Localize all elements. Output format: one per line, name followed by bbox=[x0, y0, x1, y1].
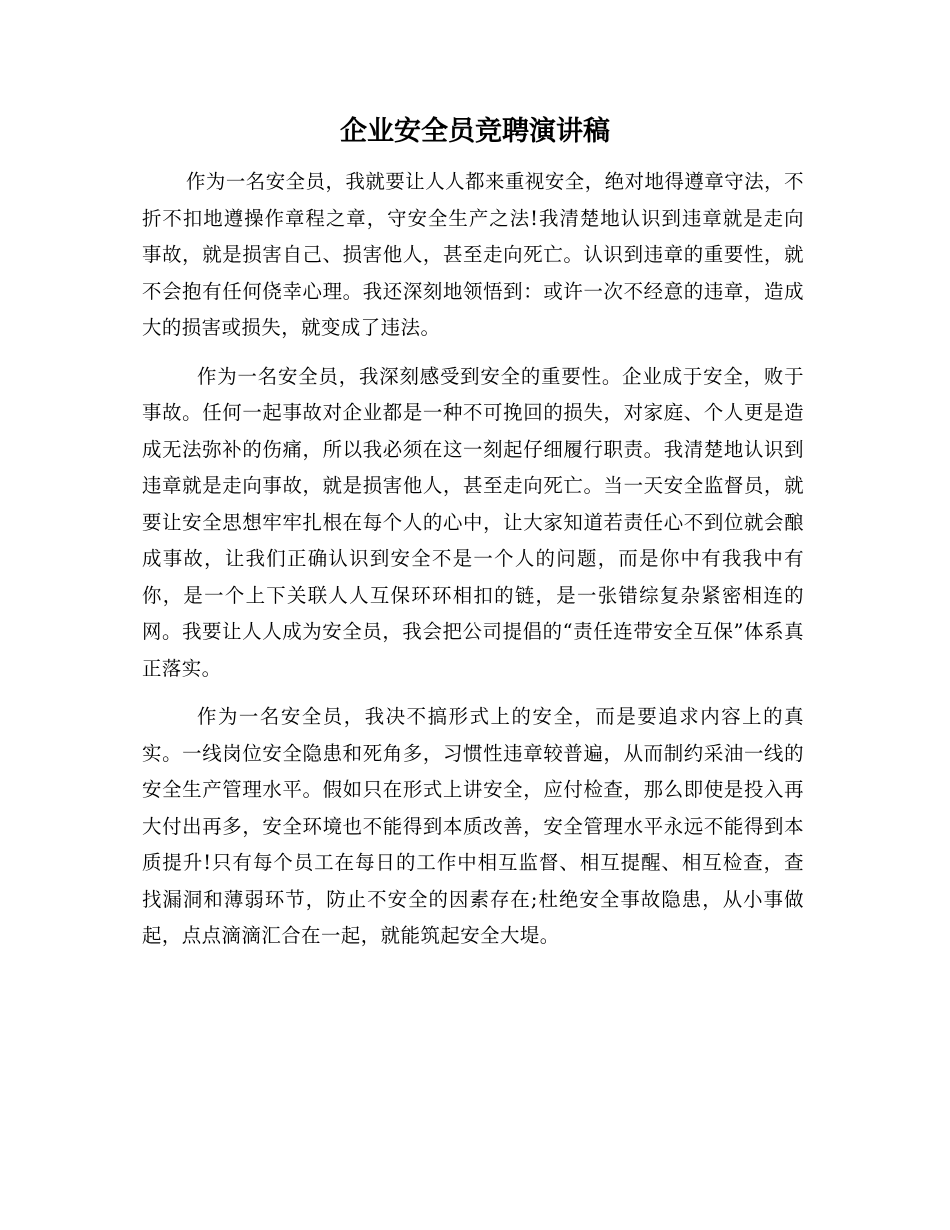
paragraph-3: 作为一名安全员，我决不搞形式上的安全，而是要追求内容上的真实。一线岗位安全隐患和死角多，习惯性违章较普遍，从而制约采油一线的安全生产管理水平。假如只在形式上讲安全，应付检查，那么即使是投入再大付出再多，安全环境也不能得到本质改善，安全管理水平永远不能得到本质提升!只有每个员工在每日的工作中相互监督、相互提醒、相互检查，查找漏洞和薄弱环节，防止不安全的因素存在;杜绝安全事故隐患，从小事做起，点点滴滴汇合在一起，就能筑起安全大堤。 bbox=[142, 705, 804, 947]
paragraph-2: 作为一名安全员，我深刻感受到安全的重要性。企业成于安全，败于事故。任何一起事故对企业都是一种不可挽回的损失，对家庭、个人更是造成无法弥补的伤痛，所以我必须在这一刻起仔细履行职责。我清楚地认识到违章就是走向事故，就是损害他人，甚至走向死亡。当一天安全监督员，就要让安全思想牢牢扎根在每个人的心中，让大家知道若责任心不到位就会酿成事故，让我们正确认识到安全不是一个人的问题，而是你中有我我中有你，是一个上下关联人人互保环环相扣的链，是一张错综复杂紧密相连的网。我要让人人成为安全员，我会把公司提倡的“责任连带安全互保”体系真正落实。 bbox=[142, 364, 804, 680]
paragraph-1: 作为一名安全员，我就要让人人都来重视安全，绝对地得遵章守法，不折不扣地遵操作章程之章，守安全生产之法!我清楚地认识到违章就是走向事故，就是损害自己、损害他人，甚至走向死亡。认识到违章的重要性，就不会抱有任何侥幸心理。我还深刻地领悟到：或许一次不经意的违章，造成大的损害或损失，就变成了违法。 bbox=[142, 170, 804, 339]
document-body bbox=[142, 164, 804, 967]
document-title: 企业安全员竞聘演讲稿 bbox=[340, 116, 610, 147]
